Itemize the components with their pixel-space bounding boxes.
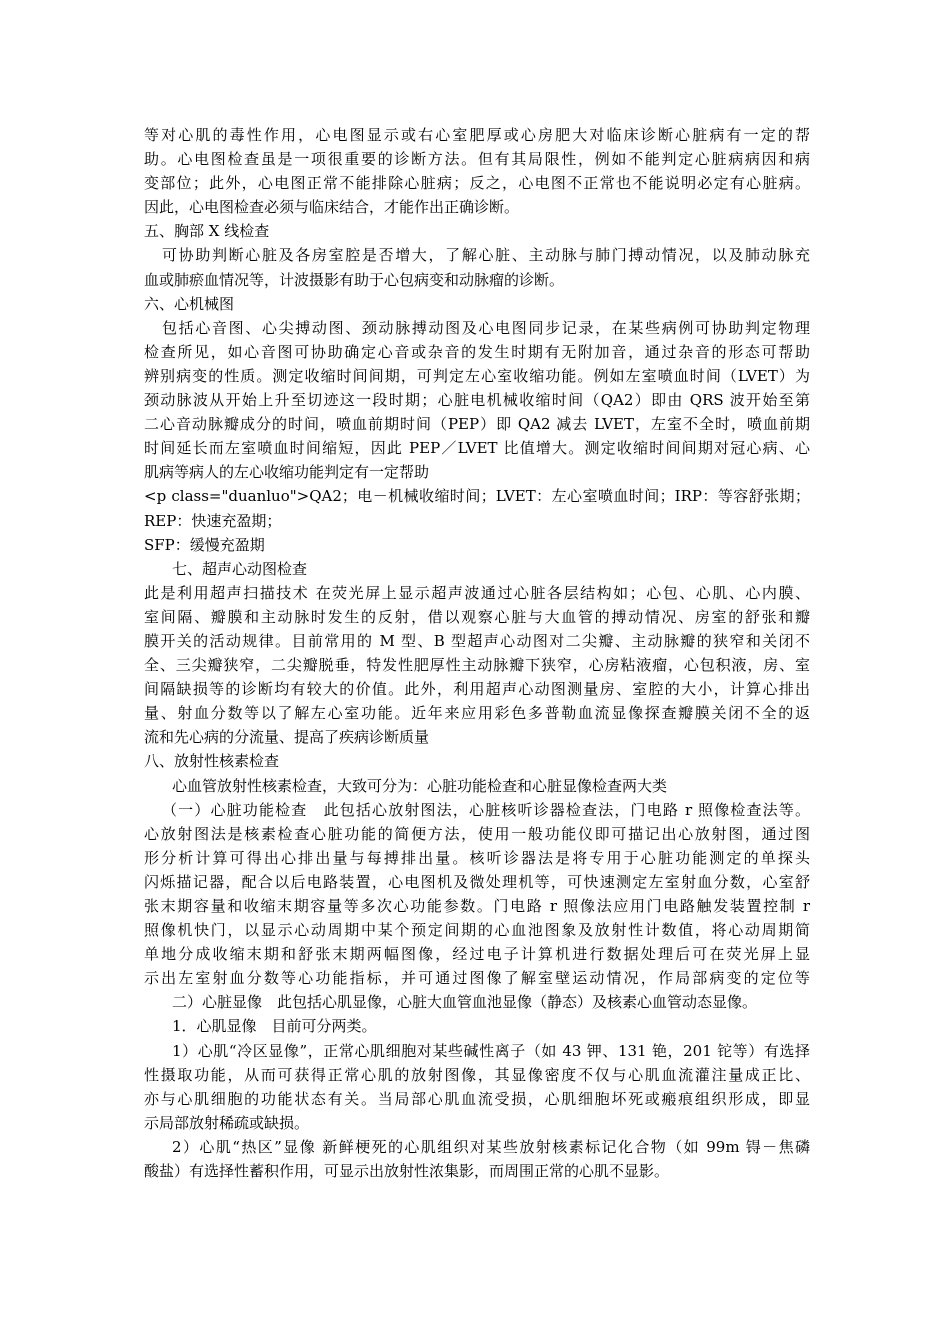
text-line: 张末期容量和收缩末期容量等多次心功能参数。门电路 r 照像法应用门电路触发装置控制 r bbox=[144, 897, 810, 915]
text-line: （一）心脏功能检查 此包括心放射图法，心脏核听诊器检查法，门电路 r 照像检查法等。 bbox=[162, 800, 810, 819]
text-line: 性摄取功能，从而可获得正常心肌的放射图像，其显像密度不仅与心肌血流灌注量成正比、 bbox=[144, 1065, 810, 1084]
text-line: <p class="duanluo">QA2；电－机械收缩时间；LVET：左心室喷血时间；IRP：等容舒张期； bbox=[144, 487, 810, 506]
text-line: 可协助判断心脏及各房室腔是否增大，了解心脏、主动脉与肺门搏动情况，以及肺动脉充 bbox=[162, 246, 810, 265]
text-line: 1．心肌显像 目前可分两类。 bbox=[172, 1017, 377, 1036]
text-line: 辨别病变的性质。测定收缩时间间期，可判定左心室收缩功能。例如左室喷血时间（LVET）为 bbox=[144, 366, 810, 385]
text-line: 因此，心电图检查必须与临床结合，才能作出正确诊断。 bbox=[144, 198, 520, 217]
text-line: 时间延长而左室喷血时间缩短，因此 PEP／LVET 比值增大。测定收缩时间间期对冠心病、心 bbox=[144, 439, 810, 458]
text-line: 肌病等病人的左心收缩功能判定有一定帮助 bbox=[144, 463, 430, 482]
text-line: 流和先心病的分流量、提高了疾病诊断质量 bbox=[144, 728, 430, 747]
text-line: 二心音动脉瓣成分的时间，喷血前期时间（PEP）即 QA2 减去 LVET，左室不全时，喷血前期 bbox=[144, 415, 810, 434]
text-line: 八、放射性核素检查 bbox=[144, 752, 280, 771]
text-line: SFP：缓慢充盈期 bbox=[144, 535, 265, 554]
text-line: REP：快速充盈期； bbox=[144, 511, 282, 530]
text-line: 示局部放射稀疏或缺损。 bbox=[144, 1113, 310, 1132]
text-line: 照像机快门，以显示心动周期中某个预定间期的心血池图象及放射性计数值，将心动周期简 bbox=[144, 921, 810, 940]
text-line: 检查所见，如心音图可协助确定心音或杂音的发生时期有无附加音，通过杂音的形态可帮助 bbox=[144, 342, 810, 361]
text-line: 闪烁描记器，配合以后电路装置，心电图机及微处理机等，可快速测定左室射血分数，心室舒 bbox=[144, 872, 810, 891]
text-line: 此是利用超声扫描技术 在荧光屏上显示超声波通过心脏各层结构如；心包、心肌、心内膜、 bbox=[144, 583, 810, 602]
text-line: 单地分成收缩末期和舒张末期两幅图像，经过电子计算机进行数据处理后可在荧光屏上显 bbox=[144, 945, 810, 964]
document-body bbox=[144, 123, 810, 1183]
text-line: 五、胸部 X 线检查 bbox=[144, 222, 270, 241]
text-line: 七、超声心动图检查 bbox=[172, 559, 308, 578]
text-line: 六、心机械图 bbox=[144, 294, 235, 313]
text-line: 等对心肌的毒性作用，心电图显示或右心室肥厚或心房肥大对临床诊断心脏病有一定的帮 bbox=[144, 126, 810, 144]
text-line: 膜开关的活动规律。目前常用的 M 型、B 型超声心动图对二尖瓣、主动脉瓣的狭窄和关闭不 bbox=[144, 631, 810, 650]
text-line: 示出左室射血分数等心功能指标，并可通过图像了解室壁运动情况，作局部病变的定位等 bbox=[144, 969, 810, 988]
text-line: 变部位；此外，心电图正常不能排除心脏病；反之，心电图不正常也不能说明必定有心脏病。 bbox=[144, 174, 810, 193]
text-line: 心放射图法是核素检查心脏功能的简便方法，使用一般功能仪即可描记出心放射图，通过图 bbox=[144, 824, 810, 843]
text-line: 量、射血分数等以了解左心室功能。近年来应用彩色多普勒血流显像探查瓣膜关闭不全的返 bbox=[144, 704, 810, 723]
text-line: 血或肺瘀血情况等，计波摄影有助于心包病变和动脉瘤的诊断。 bbox=[144, 270, 565, 289]
text-line: 室间隔、瓣膜和主动脉时发生的反射，借以观察心脏与大血管的搏动情况、房室的舒张和瓣 bbox=[144, 607, 810, 626]
text-line: 助。心电图检查虽是一项很重要的诊断方法。但有其局限性，例如不能判定心脏病病因和病 bbox=[144, 150, 810, 169]
text-line: 间隔缺损等的诊断均有较大的价值。此外，利用超声心动图测量房、室腔的大小，计算心排出 bbox=[144, 680, 810, 699]
text-line: 二）心脏显像 此包括心肌显像，心脏大血管血池显像（静态）及核素心血管动态显像。 bbox=[172, 993, 758, 1012]
text-line: 亦与心肌细胞的功能状态有关。当局部心肌血流受损，心肌细胞坏死或瘢痕组织形成，即显 bbox=[144, 1089, 810, 1108]
text-line: 全、三尖瓣狭窄，二尖瓣脱垂，特发性肥厚性主动脉瓣下狭窄，心房粘液瘤，心包积液，房、室 bbox=[144, 656, 810, 675]
text-line: 形分析计算可得出心排出量与每搏排出量。核听诊器法是将专用于心脏功能测定的单探头 bbox=[144, 848, 810, 867]
text-line: 1）心肌“冷区显像”，正常心肌细胞对某些碱性离子（如 43 钾、131 铯，201 铊等）有选择 bbox=[172, 1041, 810, 1060]
text-line: 2）心肌“热区”显像 新鲜梗死的心肌组织对某些放射核素标记化合物（如 99m 锝－焦磷 bbox=[172, 1137, 810, 1156]
text-line: 酸盐）有选择性蓄积作用，可显示出放射性浓集影，而周围正常的心肌不显影。 bbox=[144, 1162, 670, 1181]
text-line: 心血管放射性核素检查，大致可分为：心脏功能检查和心脏显像检查两大类 bbox=[172, 776, 668, 795]
text-line: 颈动脉波从开始上升至切迹这一段时期；心脏电机械收缩时间（QA2）即由 QRS 波开始至第 bbox=[144, 391, 810, 410]
text-line: 包括心音图、心尖搏动图、颈动脉搏动图及心电图同步记录，在某些病例可协助判定物理 bbox=[162, 318, 810, 337]
